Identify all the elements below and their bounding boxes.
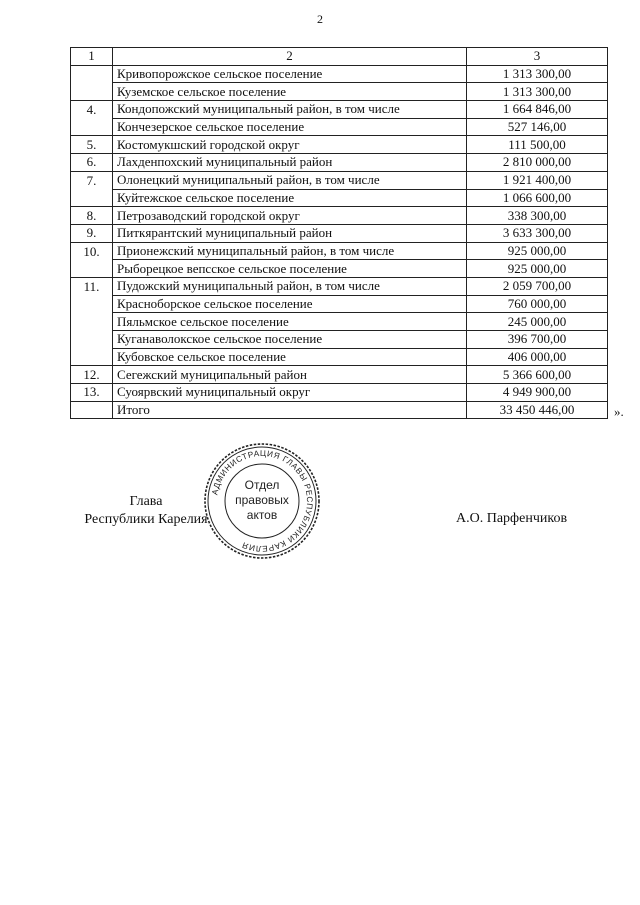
- row-sum: 396 700,00: [467, 331, 608, 349]
- row-number: 13.: [71, 384, 113, 402]
- row-sum: 3 633 300,00: [467, 224, 608, 242]
- table-row: [71, 189, 608, 207]
- row-sum: 4 949 900,00: [467, 384, 608, 402]
- signatory-title: [76, 493, 216, 529]
- total-label: Итого: [113, 401, 467, 419]
- table-row: [71, 101, 608, 119]
- row-name: Красноборское сельское поселение: [113, 295, 467, 313]
- row-name: Суоярвский муниципальный округ: [113, 384, 467, 402]
- row-sum: 527 146,00: [467, 118, 608, 136]
- table-row: [71, 118, 608, 136]
- table-row: [71, 154, 608, 172]
- row-sum: 2 810 000,00: [467, 154, 608, 172]
- row-name: Куземское сельское поселение: [113, 83, 467, 101]
- table-row: [71, 348, 608, 366]
- header-col-3: 3: [467, 48, 608, 66]
- row-sum: 338 300,00: [467, 207, 608, 225]
- signatory-title-line1: Глава: [129, 494, 163, 509]
- row-name: Костомукшский городской округ: [113, 136, 467, 154]
- row-name: Куйтежское сельское поселение: [113, 189, 467, 207]
- row-name: Олонецкий муниципальный район, в том числе: [113, 171, 467, 189]
- row-number: [71, 401, 113, 419]
- table-row: [71, 277, 608, 295]
- stamp-ring-text: АДМИНИСТРАЦИЯ ГЛАВЫ РЕСПУБЛИКИ КАРЕЛИЯ: [210, 448, 315, 554]
- row-sum: 406 000,00: [467, 348, 608, 366]
- row-name: Кубовское сельское поселение: [113, 348, 467, 366]
- table-row: [71, 136, 608, 154]
- table-row: [71, 384, 608, 402]
- table-row: [71, 260, 608, 278]
- row-number: 11.: [71, 277, 113, 365]
- table-row: [71, 331, 608, 349]
- row-number: 6.: [71, 154, 113, 172]
- row-sum: 1 313 300,00: [467, 65, 608, 83]
- row-number: [71, 65, 113, 100]
- funding-table: [70, 47, 608, 419]
- signatory-title-line2: Республики Карелия: [84, 512, 208, 527]
- table-total-row: [71, 401, 608, 419]
- table-row: [71, 313, 608, 331]
- row-number: 12.: [71, 366, 113, 384]
- row-sum: 925 000,00: [467, 260, 608, 278]
- row-sum: 760 000,00: [467, 295, 608, 313]
- row-sum: 1 664 846,00: [467, 101, 608, 119]
- table-row: [71, 207, 608, 225]
- row-number: 8.: [71, 207, 113, 225]
- row-number: 9.: [71, 224, 113, 242]
- table-row: [71, 295, 608, 313]
- row-number: 4.: [71, 101, 113, 136]
- page-number: 2: [317, 12, 323, 26]
- table-row: [71, 366, 608, 384]
- header-col-2: 2: [113, 48, 467, 66]
- table-header-row: [71, 48, 608, 66]
- stamp-line3: актов: [246, 508, 278, 522]
- closing-quote: ».: [614, 404, 624, 419]
- row-name: Прионежский муниципальный район, в том числе: [113, 242, 467, 260]
- row-name: Кончезерское сельское поселение: [113, 118, 467, 136]
- row-name: Куганаволокское сельское поселение: [113, 331, 467, 349]
- row-sum: 1 921 400,00: [467, 171, 608, 189]
- stamp-line1: Отдел: [244, 478, 280, 492]
- row-number: 7.: [71, 171, 113, 206]
- signatory-name: А.О. Парфенчиков: [456, 511, 568, 526]
- header-col-1: 1: [71, 48, 113, 66]
- row-name: Рыборецкое вепсское сельское поселение: [113, 260, 467, 278]
- row-name: Пяльмское сельское поселение: [113, 313, 467, 331]
- row-sum: 1 066 600,00: [467, 189, 608, 207]
- official-stamp: [202, 441, 322, 561]
- row-sum: 1 313 300,00: [467, 83, 608, 101]
- row-sum: 2 059 700,00: [467, 277, 608, 295]
- row-name: Питкярантский муниципальный район: [113, 224, 467, 242]
- row-number: 10.: [71, 242, 113, 277]
- table-row: [71, 171, 608, 189]
- row-name: Кондопожский муниципальный район, в том числе: [113, 101, 467, 119]
- table-row: [71, 224, 608, 242]
- row-name: Пудожский муниципальный район, в том числе: [113, 277, 467, 295]
- row-name: Кривопорожское сельское поселение: [113, 65, 467, 83]
- stamp-line2: правовых: [235, 493, 289, 507]
- total-sum: 33 450 446,00: [467, 401, 608, 419]
- row-number: 5.: [71, 136, 113, 154]
- row-name: Лахденпохский муниципальный район: [113, 154, 467, 172]
- table-row: [71, 83, 608, 101]
- row-sum: 5 366 600,00: [467, 366, 608, 384]
- table-row: [71, 242, 608, 260]
- row-name: Сегежский муниципальный район: [113, 366, 467, 384]
- row-sum: 245 000,00: [467, 313, 608, 331]
- table-row: [71, 65, 608, 83]
- row-sum: 111 500,00: [467, 136, 608, 154]
- row-name: Петрозаводский городской округ: [113, 207, 467, 225]
- row-sum: 925 000,00: [467, 242, 608, 260]
